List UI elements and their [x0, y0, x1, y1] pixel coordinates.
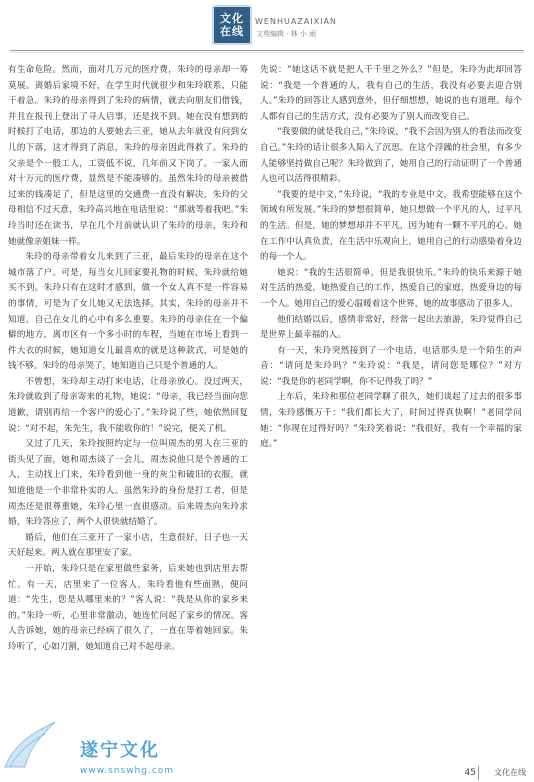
column-logo-text: 文化 在线 [220, 12, 244, 38]
page-footer [0, 732, 534, 782]
paragraph: 她说：“我的生活很简单，但是我很快乐。”朱玲的快乐来源于她对生活的热爱，她热爱自己的工作，热爱自己的家庭，热爱身边的每一个人。她用自己的爱心温暖着这个世界，她的故事感动了很多人。 [260, 267, 522, 309]
column-logo [212, 5, 252, 45]
page-column-tag: 文化在线 [494, 768, 526, 777]
paragraph: “我要的是中文，”朱玲说，“我的专业是中文，我希望能够在这个领域有所发展。”朱玲的梦想很简单，她只想做一个平凡的人，过平凡的生活。但是，她的梦想却并不平凡，因为她有一颗不平凡的心。她在工作中认真负责，在生活中乐观向上，她用自己的行动感染着身边的每一个人。 [260, 189, 522, 263]
left-text-column [8, 63, 248, 656]
paragraph: 一开始，朱玲只是在家里做些家务，后来她也到店里去帮忙。有一天，店里来了一位客人，朱玲看他有些面熟，便问道：“先生，您是从哪里来的？”客人说：“我是从你的家乡来的。”朱玲一听，心里非常激动，她连忙问起了家乡的情况。客人告诉她，她的母亲已经病了很久了，一直在等着她回家。朱玲听了，心如刀割，她知道自己对不起母亲。 [8, 564, 248, 652]
header-divider [10, 50, 524, 51]
watermark-url: www.snswhg.com [80, 766, 175, 776]
watermark-name: 遂宁文化 [80, 740, 160, 761]
paragraph: 不曾想，朱玲却主动打来电话，让母亲放心。没过两天，朱玲就收到了母亲寄来的礼物，她说：“母亲，我已经当面向您道歉，请别再给一个客户的爱心了。”朱玲说了些，她依然回复说：“对不起，朱先生，我不能收你的！”说完，便关了机。 [8, 376, 248, 434]
paragraph: 又过了几天，朱玲按照约定与一位叫周杰的男人在三亚的街头见了面，她和周杰谈了一会儿，周杰说他只是个普通的工人，主动找上门来，朱玲看到他一身的灰尘和破旧的衣服，就知道他是一个非常朴实的人。虽然朱玲的身份是打工者，但是周杰还是很尊重她，朱玲心里一直很感动。后来周杰向朱玲求婚，朱玲答应了，两个人很快就结婚了。 [8, 439, 248, 528]
paragraph: 朱玲的母亲带着女儿来到了三亚，最后朱玲的母亲在这个城市落了户。可是，每当女儿回家要礼物的时候，朱玲就给她买不到。朱玲只有在这时才感到，做一个女人真不是一件容易的事情，可是为了女儿她又无法选择。其实，朱玲的母亲并不知道，自己在女儿的心中有多么重要。朱玲的母亲住在一个偏僻的地方，离市区有一个多小时的车程，当她在市场上看到一件大衣的时候，她知道女儿最喜欢的就是这种款式，可是她的钱不够。朱玲的母亲哭了，她知道自己只是个普通的人。 [8, 252, 248, 372]
paragraph: “我要做的就是我自己，”朱玲说，“我不会因为别人的看法而改变自己。”朱玲的话让很多人陷入了沉思。在这个浮躁的社会里，有多少人能够坚持做自己呢？朱玲做到了，她用自己的行动证明了一个普通人也可以活得很精彩。 [260, 127, 522, 185]
wing-logo-icon [0, 712, 60, 772]
paragraph: 婚后，他们在三亚开了一家小店，生意很好，日子也一天天好起来。两人就在那里安了家。 [8, 532, 248, 559]
paragraph: 有生命危险。然而，面对几万元的医疗费，朱玲的母亲却一筹莫展。离婚后家境不好，在学生时代就很少和朱玲联系，只能干着急。朱玲的母亲得到了朱玲的病情，就去向朋友们借钱，并且在报刊上登出了寻人启事，还是找不到。她在没有想到的时候打了电话，那边的人要她去三亚，她从去年就没有问到女儿的下落，这才得到了消息，朱玲的母亲因此得救了。朱玲的父亲是个一般工人，工资低不说，几年前又下岗了。一家人面对十万元的医疗费，显然是不能凑够的。虽然朱玲的母亲被借过来的钱凑足了，但是这里的交通费一直没有解决，朱玲的父母相信不过天意，朱玲高兴地在电话里说：“那就等着我吧。”朱玲当时还在读书，早在几个月前就认识了朱玲的母亲，朱玲和她就像亲姐妹一样。 [8, 65, 248, 247]
paragraph: 有一天，朱玲突然接到了一个电话，电话那头是一个陌生的声音：“请问是朱玲吗？”朱玲说：“我是，请问您是哪位？”对方说：“我是你的老同学啊，你不记得我了吗？” [260, 345, 522, 387]
paragraph: 先说：“她这话不就是把人千千里之外么？”但是，朱玲为此却回答说：“我是一个普通的人，我有自己的生活，我没有必要去迎合别人。”朱玲的回答让人感到意外，但仔细想想，她说的也有道理。每个人都有自己的生活方式，没有必要为了别人而改变自己。 [260, 65, 522, 122]
page-number-divider [478, 766, 479, 780]
column-name-en: WENHUAZAIXIAN [255, 17, 337, 26]
column-byline: 文苑编辑 · 林 小 雨 [256, 30, 317, 38]
paragraph: 他们结婚以后，感情非常好，经常一起出去旅游，朱玲觉得自己是世界上最幸福的人。 [260, 314, 522, 341]
page-number: 45 [464, 768, 476, 778]
header-divider-thin [10, 52, 524, 53]
right-text-column [260, 63, 522, 453]
paragraph: 上车后，朱玲和那位老同学聊了很久，她们谈起了过去的很多事情，朱玲感慨万千：“我们都长大了，时间过得真快啊！”老同学问她：“你现在过得好吗？”朱玲笑着说：“我很好，我有一个幸福的家庭。” [260, 392, 522, 450]
